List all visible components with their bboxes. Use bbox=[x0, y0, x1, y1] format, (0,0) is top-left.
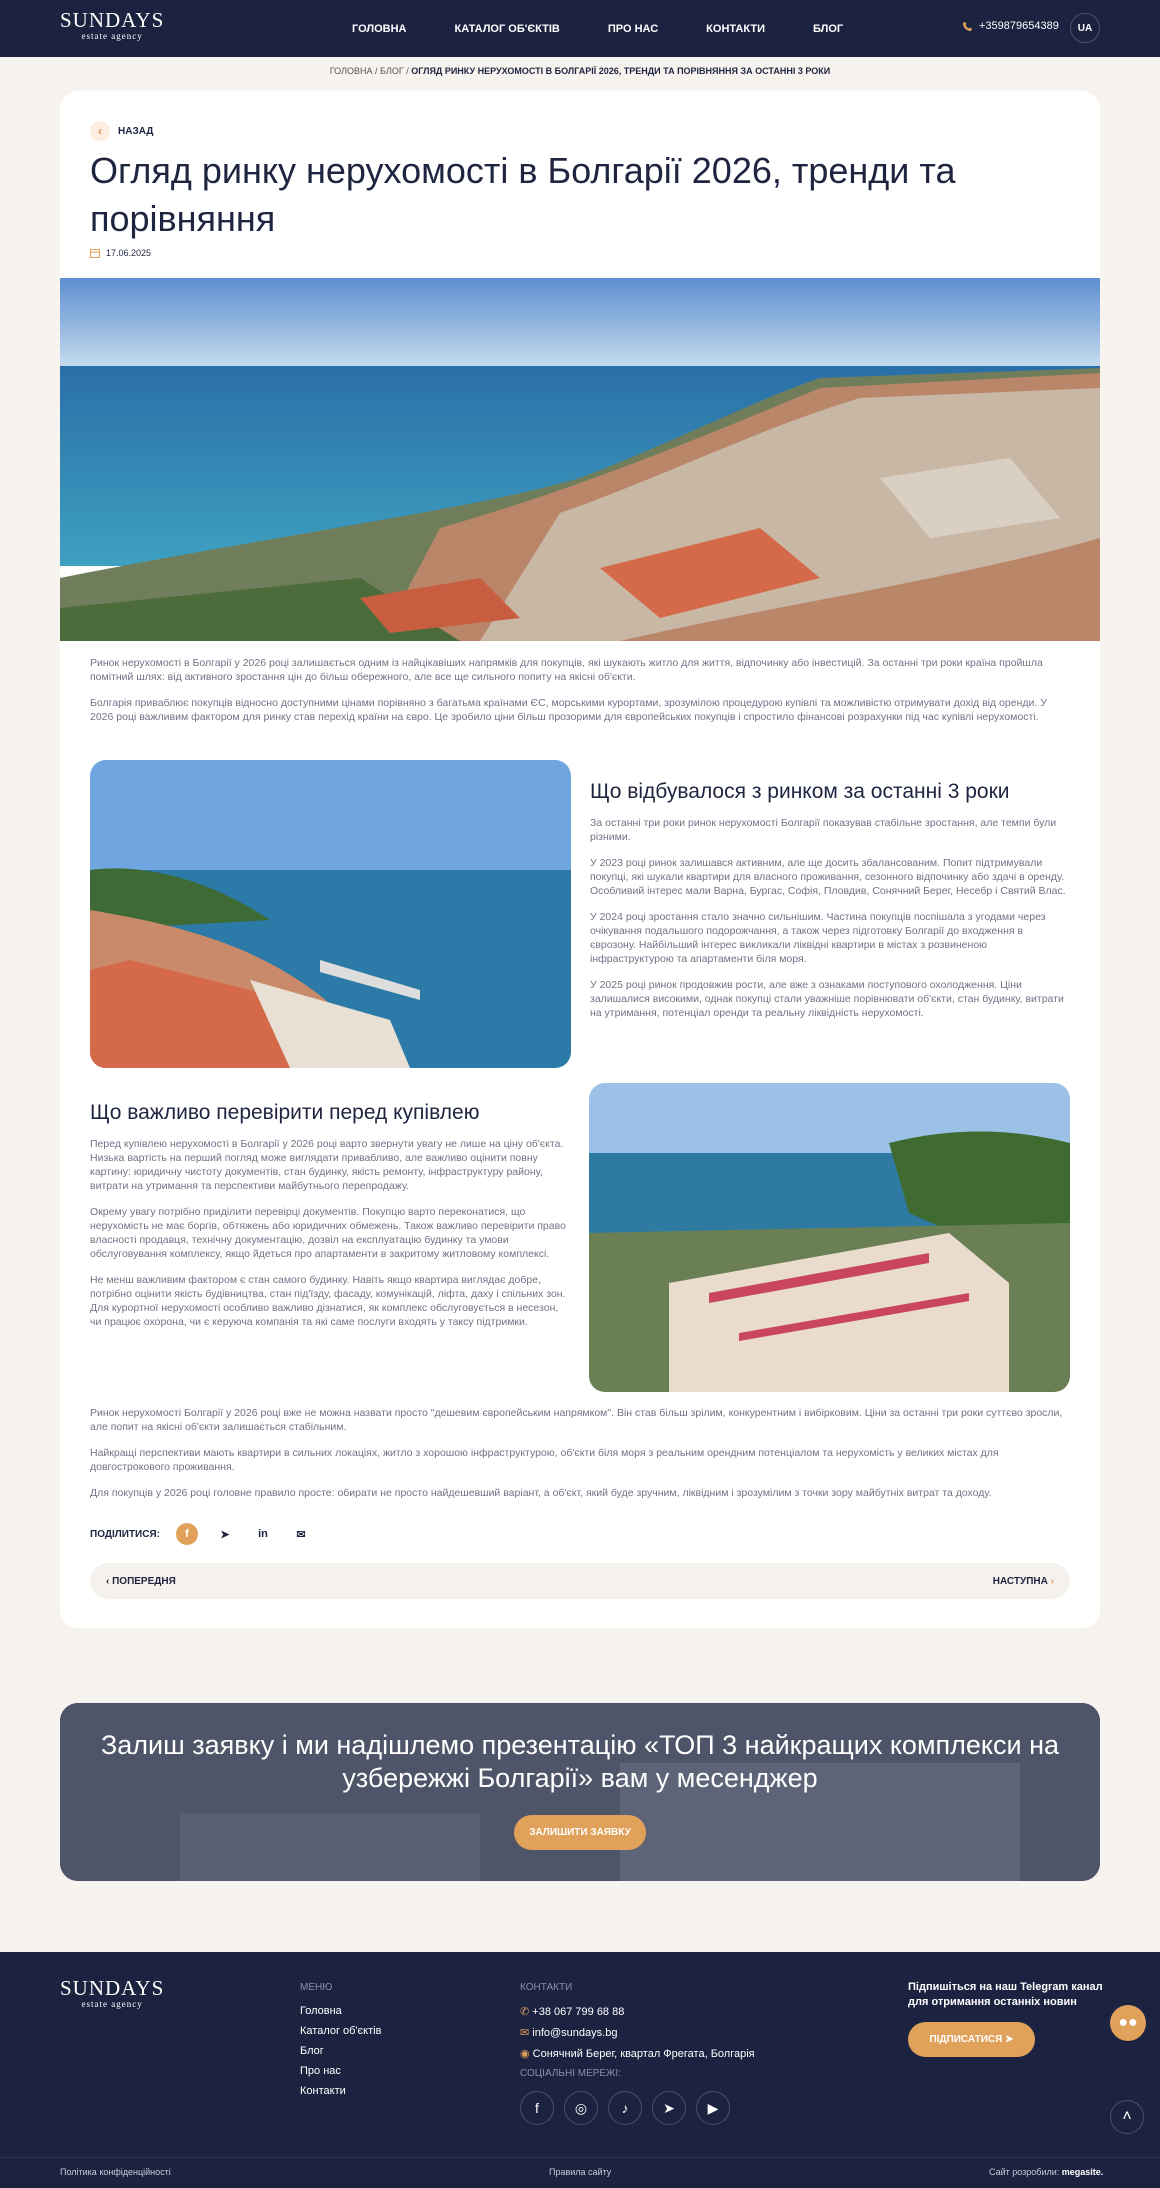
site-header bbox=[0, 0, 1160, 57]
footer-divider bbox=[0, 2157, 1160, 2158]
breadcrumb-separator: / bbox=[375, 66, 378, 76]
footer-address-text: Сонячний Берег, квартал Фрегата, Болгарія bbox=[532, 2048, 755, 2060]
language-switcher[interactable]: UA bbox=[1070, 13, 1100, 43]
nav-catalog[interactable]: КАТАЛОГ ОБ'ЄКТІВ bbox=[454, 22, 560, 35]
breadcrumb-current: ОГЛЯД РИНКУ НЕРУХОМОСТІ В БОЛГАРІЇ 2026, ТРЕНДИ ТА ПОРІВНЯННЯ ЗА ОСТАННІ 3 РОКИ bbox=[411, 66, 831, 76]
linkedin-icon[interactable]: in bbox=[258, 1528, 268, 1540]
calendar-icon bbox=[90, 248, 100, 258]
chat-icon: ●● bbox=[1118, 2014, 1138, 2031]
share-label: ПОДІЛИТИСЯ: bbox=[90, 1528, 160, 1540]
nav-blog[interactable]: БЛОГ bbox=[812, 22, 844, 35]
paragraph: Ринок нерухомості в Болгарії у 2026 році залишається одним із найцікавіших напрямків для покупців, які шукають житло для життя, відпочинку або інвестицій. За останні три роки країна пройшла помітний шлях: від активного зростання цін до більш обережного, але все ще сильного попиту на якісні об'єкти. bbox=[90, 657, 1043, 683]
section-text bbox=[590, 816, 1070, 1032]
nav-home[interactable]: ГОЛОВНА bbox=[352, 22, 407, 35]
nav-about[interactable]: ПРО НАС bbox=[607, 22, 659, 35]
paragraph: Для покупців у 2026 році головне правило просте: обирати не просто найдешевший варіант, а об'єкт, який буде зручним, ліквідним і зрозумілим з точки зору майбутніх витрат та доходу. bbox=[90, 1487, 992, 1499]
paragraph: Болгарія приваблює покупців відносно доступними цінами порівняно з багатьма країнами ЄС, морськими курортами, зрозумілою процедурою купівлі та можливістю отримувати дохід від оренди. У 2026 році важливим фактором для ринку став перехід країни на євро. Це зробило ціни більш прозорими для європейських покупців і спростило фінансові розрахунки під час купівлі нерухомості. bbox=[90, 697, 1047, 723]
chevron-up-icon: ˄ bbox=[1122, 2108, 1132, 2125]
breadcrumb bbox=[0, 66, 1160, 76]
email-icon[interactable]: ✉ bbox=[296, 1528, 306, 1541]
section-title: Що відбувалося з ринком за останні 3 роки bbox=[590, 780, 1010, 803]
intro-text bbox=[90, 656, 1070, 736]
email-icon: ✉ bbox=[520, 2027, 530, 2039]
chevron-left-icon: ‹ bbox=[90, 121, 110, 141]
subscribe-label: ПІДПИСАТИСЯ bbox=[929, 2034, 1003, 2045]
dev-label: Сайт розробили: bbox=[989, 2167, 1060, 2177]
breadcrumb-separator: / bbox=[406, 66, 409, 76]
logo-line2: estate agency bbox=[81, 1999, 143, 2009]
page-title: Огляд ринку нерухомості в Болгарії 2026, тренди та порівняння bbox=[90, 150, 956, 239]
dev-name: megasite. bbox=[1061, 2167, 1104, 2177]
footer-telegram bbox=[908, 1980, 1103, 2057]
complex-image bbox=[589, 1083, 1070, 1392]
subscribe-button[interactable] bbox=[908, 2022, 1035, 2057]
chevron-right-icon: › bbox=[1050, 1575, 1054, 1587]
footer-contacts bbox=[520, 1982, 755, 2125]
cta-button[interactable]: ЗАЛИШИТИ ЗАЯВКУ bbox=[514, 1815, 646, 1850]
phone-icon: ✆ bbox=[520, 2006, 530, 2018]
header-phone-number: +359879654389 bbox=[979, 20, 1059, 32]
paragraph: За останні три роки ринок нерухомості Болгарії показував стабільне зростання, але темпи були різними. bbox=[590, 817, 1057, 843]
prev-button[interactable]: ‹ ПОПЕРЕДНЯ bbox=[106, 1575, 176, 1587]
youtube-icon[interactable]: ▶ bbox=[696, 2091, 730, 2125]
telegram-text: Підпишіться на наш Telegram канал для отримання останніх новин bbox=[908, 1981, 1103, 2008]
footer-email[interactable] bbox=[520, 2026, 755, 2039]
back-label: НАЗАД bbox=[118, 125, 154, 137]
footer-link[interactable]: Каталог об'єктів bbox=[300, 2025, 382, 2037]
prev-label: ПОПЕРЕДНЯ bbox=[112, 1575, 176, 1587]
paragraph: У 2023 році ринок залишався активним, але ще досить збалансованим. Попит підтримували покупці, які шукали квартири для власного проживання, сезонного відпочинку або здачі в оренду. Особливий інтерес мали Варна, Бургас, Софія, Пловдив, Сонячний Берег, Несебр і Святий Влас. bbox=[590, 857, 1066, 897]
hero-image bbox=[60, 278, 1100, 641]
paragraph: У 2025 році ринок продовжив рости, але вже з ознаками поступового охолодження. Ціни залишалися високими, однак покупці стали уважніше порівнювати об'єкти, стан будинку, витрати на утримання, потенціал оренди та реальну ліквідність нерухомості. bbox=[590, 979, 1064, 1019]
nav-contacts[interactable]: КОНТАКТИ bbox=[706, 22, 765, 35]
back-button[interactable] bbox=[90, 121, 153, 141]
article-card bbox=[60, 91, 1100, 1628]
telegram-icon[interactable]: ➤ bbox=[652, 2091, 686, 2125]
facebook-icon[interactable]: f bbox=[176, 1523, 198, 1545]
scroll-top-button[interactable] bbox=[1110, 2100, 1144, 2134]
facebook-icon[interactable]: f bbox=[520, 2091, 554, 2125]
next-label: НАСТУПНА bbox=[992, 1575, 1048, 1587]
section-title: Що важливо перевірити перед купівлею bbox=[90, 1101, 480, 1124]
share-bar bbox=[90, 1523, 312, 1545]
tiktok-icon[interactable]: ♪ bbox=[608, 2091, 642, 2125]
header-phone[interactable] bbox=[962, 20, 1059, 32]
paragraph: Не менш важливим фактором є стан самого будинку. Навіть якщо квартира виглядає добре, потрібно оцінити якість будівництва, стан під'їзду, фасаду, комунікацій, ліфта, даху і спільних зон. Для курортної нерухомості особливо важливо дізнатися, як комплекс обслуговується в несезон, чи працює охорона, чи є керуюча компанія та які саме послуги входять у таксу підтримки. bbox=[90, 1274, 566, 1328]
rules-link[interactable]: Правила сайту bbox=[549, 2167, 612, 2177]
privacy-link[interactable]: Політика конфіденційності bbox=[60, 2167, 171, 2177]
article-date bbox=[90, 248, 151, 258]
paragraph: Найкращі перспективи мають квартири в сильних локаціях, житло з хорошою інфраструктурою, об'єкти біля моря з реальним орендним потенціалом та нерухомість у великих містах для довгострокового проживання. bbox=[90, 1447, 999, 1473]
main-nav bbox=[352, 0, 891, 57]
social-title: СОЦІАЛЬНІ МЕРЕЖІ: bbox=[520, 2068, 621, 2079]
footer-email-text: info@sundays.bg bbox=[532, 2027, 618, 2039]
logo-line1: SUNDAYS bbox=[60, 8, 165, 32]
article-pager bbox=[90, 1563, 1070, 1599]
footer-menu bbox=[300, 1982, 381, 2105]
breadcrumb-blog[interactable]: БЛОГ bbox=[380, 66, 404, 76]
paragraph: У 2024 році зростання стало значно сильнішим. Частина покупців поспішала з угодами через очікування подальшого подорожчання, а також через підготовку Болгарії до входження в єврозону. Найбільший інтерес викликали ліквідні квартири в містах з розвиненою інфраструктурою та апартаменти біля моря. bbox=[590, 911, 1046, 965]
developer-credit[interactable] bbox=[989, 2167, 1103, 2177]
footer-link[interactable]: Контакти bbox=[300, 2085, 346, 2097]
footer-link[interactable]: Блог bbox=[300, 2045, 324, 2057]
coast-image bbox=[90, 760, 571, 1068]
date-text: 17.06.2025 bbox=[106, 248, 152, 258]
social-links bbox=[520, 2091, 755, 2125]
footer-contacts-title: КОНТАКТИ bbox=[520, 1982, 573, 1993]
logo-line2: estate agency bbox=[81, 31, 143, 41]
paragraph: Перед купівлею нерухомості в Болгарії у 2026 році варто звернути увагу не лише на ціну об'єкта. Низька вартість на перший погляд може виглядати привабливо, але важливо оцінити повну картину: юридичну чистоту документів, стан будинку, якість ремонту, інфраструктуру району, витрати на утримання та перспективи майбутнього перепродажу. bbox=[90, 1138, 564, 1192]
logo-line1: SUNDAYS bbox=[60, 1976, 165, 2000]
footer-logo[interactable] bbox=[60, 1978, 164, 2010]
footer-link[interactable]: Головна bbox=[300, 2005, 342, 2017]
chat-button[interactable] bbox=[1110, 2005, 1146, 2041]
paragraph: Окрему увагу потрібно приділити перевірці документів. Покупцю варто переконатися, що нерухомість не має боргів, обтяжень або юридичних обмежень. Також важливо перевірити право власності продавця, технічну документацію, дозвіл на експлуатацію будинку та умови обслуговування комплексу, якщо йдеться про апартаменти в закритому житловому комплексі. bbox=[90, 1206, 566, 1260]
section-text bbox=[90, 1137, 570, 1341]
instagram-icon[interactable]: ◎ bbox=[564, 2091, 598, 2125]
cta-banner bbox=[60, 1703, 1100, 1881]
footer-menu-title: МЕНЮ bbox=[300, 1982, 333, 1993]
location-icon: ◉ bbox=[520, 2048, 530, 2060]
breadcrumb-home[interactable]: ГОЛОВНА bbox=[329, 66, 373, 76]
send-icon: ➤ bbox=[1005, 2034, 1014, 2045]
logo[interactable] bbox=[60, 10, 164, 42]
footer-address bbox=[520, 2047, 755, 2060]
paragraph: Ринок нерухомості Болгарії у 2026 році вже не можна назвати просто "дешевим європейським напрямком". Він став більш зрілим, конкурентним і вибірковим. Ціни за останні три роки суттєво зросли, але попит на якісні об'єкти залишається стабільним. bbox=[90, 1407, 1063, 1433]
footer-phone[interactable] bbox=[520, 2005, 755, 2018]
telegram-icon[interactable]: ➤ bbox=[220, 1528, 230, 1541]
site-footer bbox=[0, 1952, 1160, 2188]
outro-text bbox=[90, 1406, 1070, 1512]
cta-title: Залиш заявку і ми надішлемо презентацію «ТОП 3 найкращих комплекси на узбережжі Болгарії» вам у месенджер bbox=[100, 1730, 1060, 1793]
phone-icon bbox=[962, 21, 973, 32]
footer-phone-number: +38 067 799 68 88 bbox=[532, 2006, 625, 2018]
footer-link[interactable]: Про нас bbox=[300, 2065, 341, 2077]
next-button[interactable] bbox=[993, 1576, 1054, 1587]
